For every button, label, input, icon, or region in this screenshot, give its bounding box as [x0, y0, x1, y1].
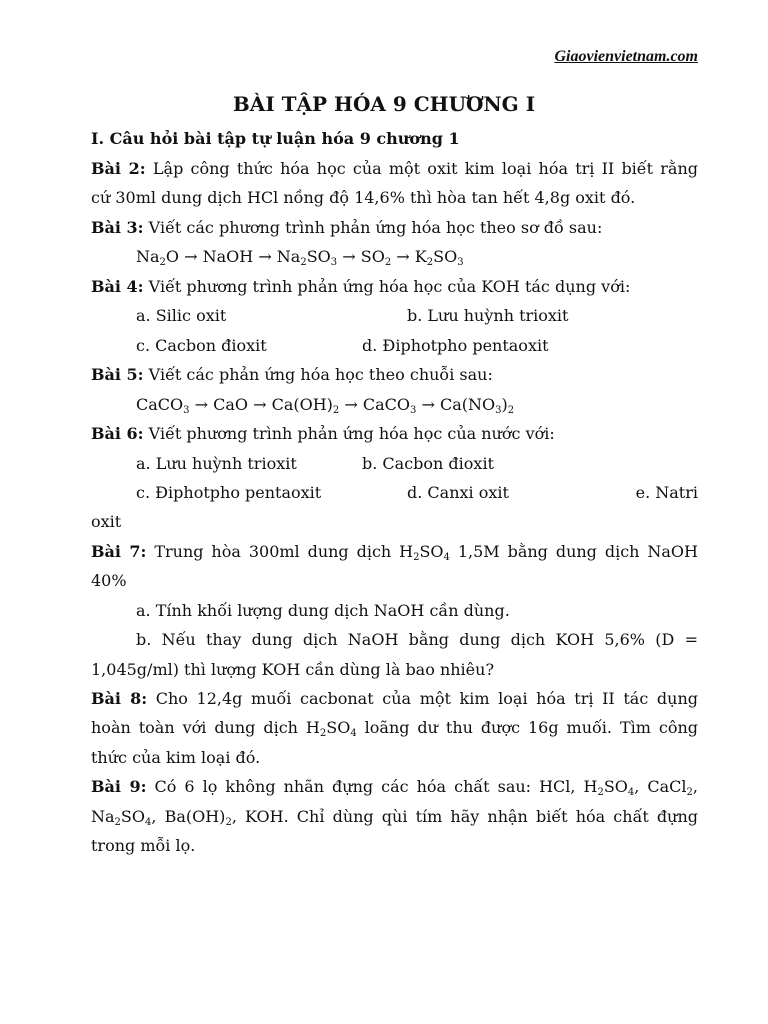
bai3-line: [91, 218, 698, 238]
bai4-text: Viết phương trình phản ứng hóa học của KOH tác dụng với:: [148, 277, 631, 296]
bai6-label: Bài 6:: [91, 424, 144, 443]
bai2-text-1: Lập công thức hóa học của một oxit kim loại hóa trị II biết rằng: [152, 159, 699, 178]
bai4-option-a: a. Silic oxit: [136, 306, 227, 325]
bai6-option-d: d. Canxi oxit: [407, 483, 509, 502]
bai7-text-1: Trung hòa 300ml dung dịch $H_2SO_4$ 1,5M bằng dung dịch NaOH: [154, 542, 699, 563]
bai9-line3: trong mỗi lọ.: [91, 836, 196, 855]
bai7-part-b1: b. Nếu thay dung dịch NaOH bằng dung dịch KOH 5,6% (D =: [136, 630, 698, 649]
bai5-text: Viết các phản ứng hóa học theo chuỗi sau:: [148, 365, 493, 384]
bai6-option-b: b. Cacbon đioxit: [362, 454, 494, 473]
page-title: BÀI TẬP HÓA 9 CHƯƠNG I: [232, 92, 536, 116]
bai8-line3: thức của kim loại đó.: [91, 748, 261, 767]
bai2-label: Bài 2:: [91, 159, 146, 178]
bai6-option-e-cont: oxit: [91, 512, 122, 531]
bai9-line1: [91, 777, 698, 797]
bai7-label: Bài 7:: [91, 542, 147, 561]
bai4-line: [91, 277, 698, 297]
bai6-text: Viết phương trình phản ứng hóa học của nước với:: [148, 424, 555, 443]
bai5-line: [91, 365, 698, 385]
bai7-line1: [91, 542, 698, 562]
section-heading: I. Câu hỏi bài tập tự luận hóa 9 chương 1: [91, 129, 460, 148]
bai4-option-b: b. Lưu huỳnh trioxit: [407, 306, 569, 325]
bai9-label: Bài 9:: [91, 777, 147, 796]
bai8-line2: hoàn toàn với dung dịch $H_2SO_4$ loãng dư thu được 16g muối. Tìm công: [91, 718, 698, 739]
bai7-part-a: a. Tính khối lượng dung dịch NaOH cần dùng.: [136, 601, 510, 620]
site-watermark[interactable]: Giaovienvietnam.com: [554, 48, 698, 65]
bai6-line: [91, 424, 698, 444]
bai6-option-c: c. Điphotpho pentaoxit: [136, 483, 322, 502]
bai7-line2: 40%: [91, 571, 127, 590]
bai6-option-a: a. Lưu huỳnh trioxit: [136, 454, 297, 473]
bai5-chain: CaCO$_3$ → CaO → $Ca(OH)_2$ → CaCO$_3$ → $Ca(NO_3)_2$: [136, 395, 515, 416]
bai4-label: Bài 4:: [91, 277, 144, 296]
bai3-text: Viết các phương trình phản ứng hóa học theo sơ đồ sau:: [148, 218, 603, 237]
bai7-part-b2: 1,045g/ml) thì lượng KOH cần dùng là bao nhiêu?: [91, 660, 495, 679]
bai9-line2: $Na_2SO_4$, $Ba(OH)_2$, KOH. Chỉ dùng qùi tím hãy nhận biết hóa chất đựng: [91, 807, 699, 828]
bai8-text-1: Cho 12,4g muối cacbonat của một kim loại hóa trị II tác dụng: [155, 689, 699, 708]
bai2-line1: [91, 159, 698, 179]
bai8-label: Bài 8:: [91, 689, 148, 708]
bai4-option-d: d. Điphotpho pentaoxit: [362, 336, 549, 355]
bai3-label: Bài 3:: [91, 218, 144, 237]
bai8-line1: [91, 689, 698, 709]
bai3-scheme: $Na_2O$ → NaOH → $Na_2SO_3 \to SO_2 \to K_2SO_3$: [136, 247, 464, 268]
bai6-option-e: e. Natri: [635, 483, 698, 502]
bai5-label: Bài 5:: [91, 365, 144, 384]
bai2-line2: cứ 30ml dung dịch HCl nồng độ 14,6% thì hòa tan hết 4,8g oxit đó.: [91, 188, 636, 207]
bai9-text-1: Có 6 lọ không nhãn đựng các hóa chất sau: HCl, $H_2SO_4$, CaCl$_2$,: [154, 777, 699, 798]
bai4-option-c: c. Cacbon đioxit: [136, 336, 267, 355]
